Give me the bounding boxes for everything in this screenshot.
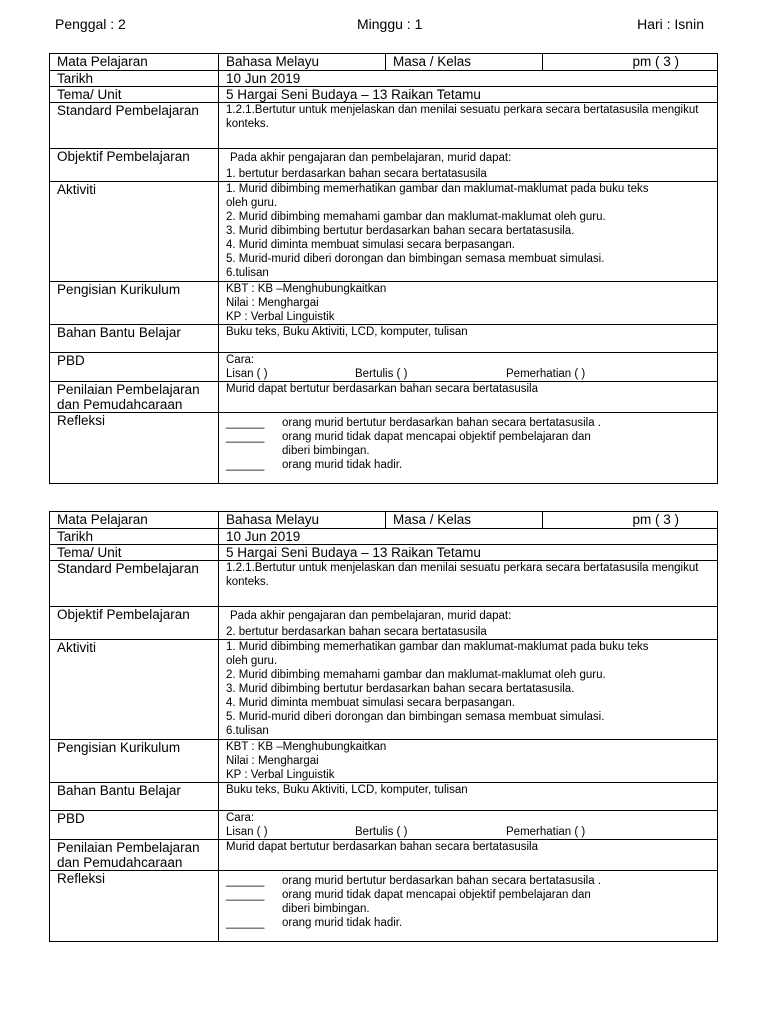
refleksi-text: orang murid tidak hadir. bbox=[282, 917, 403, 929]
row-pengisian bbox=[50, 281, 717, 324]
minggu-label: Minggu : 1 bbox=[357, 16, 423, 32]
refleksi-text: orang murid tidak dapat mencapai objektif pembelajaran dan bbox=[282, 889, 591, 901]
refleksi-line bbox=[226, 888, 713, 902]
objektif-intro: Pada akhir pengajaran dan pembelajaran, murid dapat: bbox=[230, 152, 512, 164]
penilaian-label bbox=[50, 382, 219, 412]
subject-value: Bahasa Melayu bbox=[219, 512, 386, 528]
row-tarikh bbox=[50, 528, 717, 544]
refleksi-line bbox=[226, 902, 713, 916]
tema-label: Tema/ Unit bbox=[50, 87, 219, 102]
aktiviti-line: oleh guru. bbox=[226, 197, 278, 209]
pengisian-label: Pengisian Kurikulum bbox=[50, 282, 219, 324]
refleksi-label: Refleksi bbox=[50, 871, 219, 941]
standard-value: 1.2.1.Bertutur untuk menjelaskan dan menilai sesuatu perkara secara bertatasusila mengikut konteks. bbox=[226, 562, 699, 588]
refleksi-line bbox=[226, 416, 713, 430]
penggal-label: Penggal : 2 bbox=[55, 16, 126, 32]
pbd-pemerhatian: Pemerhatian ( ) bbox=[506, 826, 586, 838]
penilaian-value: Murid dapat bertutur berdasarkan bahan secara bertatasusila bbox=[226, 383, 538, 395]
row-refleksi bbox=[50, 412, 717, 483]
refleksi-blank: ______ bbox=[226, 417, 265, 429]
pbd-label: PBD bbox=[50, 353, 219, 381]
row-aktiviti bbox=[50, 181, 717, 281]
aktiviti-line: 1. Murid dibimbing memerhatikan gambar dan maklumat-maklumat pada buku teks bbox=[226, 641, 649, 653]
pengisian-line: KP : Verbal Linguistik bbox=[226, 311, 335, 323]
aktiviti-line: 4. Murid diminta membuat simulasi secara berpasangan. bbox=[226, 239, 515, 251]
row-pengisian bbox=[50, 739, 717, 782]
refleksi-text: orang murid bertutur berdasarkan bahan secara bertatasusila . bbox=[282, 875, 601, 887]
pbd-lisan: Lisan ( ) bbox=[226, 826, 268, 838]
objektif-item: 1. bertutur berdasarkan bahan secara bertatasusila bbox=[226, 168, 487, 180]
pengisian-label: Pengisian Kurikulum bbox=[50, 740, 219, 782]
refleksi-line bbox=[226, 458, 713, 472]
refleksi-line bbox=[226, 874, 713, 888]
aktiviti-line: 2. Murid dibimbing memahami gambar dan maklumat-maklumat oleh guru. bbox=[226, 211, 606, 223]
row-tarikh bbox=[50, 70, 717, 86]
tarikh-value: 10 Jun 2019 bbox=[226, 529, 301, 544]
aktiviti-line: 2. Murid dibimbing memahami gambar dan maklumat-maklumat oleh guru. bbox=[226, 669, 606, 681]
penilaian-label-line-2: dan Pemudahcaraan bbox=[57, 855, 183, 870]
refleksi-blank: ______ bbox=[226, 889, 265, 901]
pbd-cara: Cara: bbox=[226, 812, 255, 824]
row-pbd bbox=[50, 810, 717, 839]
hari-label: Hari : Isnin bbox=[637, 16, 704, 32]
pengisian-line: KBT : KB –Menghubungkaitkan bbox=[226, 741, 387, 753]
refleksi-blank: ______ bbox=[226, 917, 265, 929]
standard-label: Standard Pembelajaran bbox=[50, 103, 219, 148]
aktiviti-line: 6.tulisan bbox=[226, 725, 269, 737]
row-penilaian bbox=[50, 839, 717, 870]
pengisian-list bbox=[219, 740, 717, 782]
pbd-value bbox=[219, 353, 717, 381]
refleksi-value bbox=[219, 871, 717, 941]
refleksi-line bbox=[226, 430, 713, 444]
refleksi-blank: ______ bbox=[226, 875, 265, 887]
penilaian-value: Murid dapat bertutur berdasarkan bahan secara bertatasusila bbox=[226, 841, 538, 853]
aktiviti-list bbox=[219, 640, 717, 739]
row-standard bbox=[50, 560, 717, 606]
pbd-bertulis: Bertulis ( ) bbox=[355, 826, 408, 838]
objektif-item: 2. bertutur berdasarkan bahan secara bertatasusila bbox=[226, 626, 487, 638]
aktiviti-line: 5. Murid-murid diberi dorongan dan bimbingan semasa membuat simulasi. bbox=[226, 253, 605, 265]
bahan-label: Bahan Bantu Belajar bbox=[50, 325, 219, 352]
refleksi-value bbox=[219, 413, 717, 483]
penilaian-label-line-2: dan Pemudahcaraan bbox=[57, 397, 183, 412]
aktiviti-line: 1. Murid dibimbing memerhatikan gambar dan maklumat-maklumat pada buku teks bbox=[226, 183, 649, 195]
refleksi-text: orang murid bertutur berdasarkan bahan secara bertatasusila . bbox=[282, 417, 601, 429]
row-mata-pelajaran bbox=[50, 54, 717, 70]
row-tema bbox=[50, 86, 717, 102]
pengisian-line: Nilai : Menghargai bbox=[226, 755, 319, 767]
row-standard bbox=[50, 102, 717, 148]
row-bahan bbox=[50, 782, 717, 810]
penilaian-label-line-1: Penilaian Pembelajaran bbox=[57, 382, 200, 397]
aktiviti-line: 5. Murid-murid diberi dorongan dan bimbingan semasa membuat simulasi. bbox=[226, 711, 605, 723]
objektif-value bbox=[219, 607, 717, 639]
penilaian-label-line-1: Penilaian Pembelajaran bbox=[57, 840, 200, 855]
aktiviti-line: 3. Murid dibimbing bertutur berdasarkan bahan secara bertatasusila. bbox=[226, 225, 575, 237]
objektif-label: Objektif Pembelajaran bbox=[50, 607, 219, 639]
pengisian-line: KP : Verbal Linguistik bbox=[226, 769, 335, 781]
row-tema bbox=[50, 544, 717, 560]
bahan-value: Buku teks, Buku Aktiviti, LCD, komputer, tulisan bbox=[226, 326, 468, 338]
refleksi-text: orang murid tidak hadir. bbox=[282, 459, 403, 471]
aktiviti-label: Aktiviti bbox=[50, 640, 219, 739]
page-header bbox=[0, 16, 768, 36]
tarikh-value: 10 Jun 2019 bbox=[226, 71, 301, 86]
penilaian-label bbox=[50, 840, 219, 870]
row-objektif bbox=[50, 148, 717, 181]
tema-label: Tema/ Unit bbox=[50, 545, 219, 560]
pengisian-line: Nilai : Menghargai bbox=[226, 297, 319, 309]
tarikh-label: Tarikh bbox=[50, 529, 219, 544]
row-objektif bbox=[50, 606, 717, 639]
masa-kelas-label: Masa / Kelas bbox=[386, 512, 543, 528]
mata-pelajaran-label: Mata Pelajaran bbox=[50, 54, 219, 70]
aktiviti-label: Aktiviti bbox=[50, 182, 219, 281]
tarikh-label: Tarikh bbox=[50, 71, 219, 86]
pbd-label: PBD bbox=[50, 811, 219, 839]
refleksi-text: diberi bimbingan. bbox=[282, 903, 370, 915]
mata-pelajaran-label: Mata Pelajaran bbox=[50, 512, 219, 528]
row-bahan bbox=[50, 324, 717, 352]
pbd-cara: Cara: bbox=[226, 354, 255, 366]
bahan-value: Buku teks, Buku Aktiviti, LCD, komputer, tulisan bbox=[226, 784, 468, 796]
kelas-value: pm ( 3 ) bbox=[632, 54, 679, 69]
pbd-pemerhatian: Pemerhatian ( ) bbox=[506, 368, 586, 380]
row-penilaian bbox=[50, 381, 717, 412]
bahan-label: Bahan Bantu Belajar bbox=[50, 783, 219, 810]
pengisian-list bbox=[219, 282, 717, 324]
pbd-bertulis: Bertulis ( ) bbox=[355, 368, 408, 380]
objektif-value bbox=[219, 149, 717, 181]
pbd-value bbox=[219, 811, 717, 839]
refleksi-text: diberi bimbingan. bbox=[282, 445, 370, 457]
subject-value: Bahasa Melayu bbox=[219, 54, 386, 70]
refleksi-text: orang murid tidak dapat mencapai objektif pembelajaran dan bbox=[282, 431, 591, 443]
objektif-intro: Pada akhir pengajaran dan pembelajaran, murid dapat: bbox=[230, 610, 512, 622]
aktiviti-list bbox=[219, 182, 717, 281]
tema-value: 5 Hargai Seni Budaya – 13 Raikan Tetamu bbox=[226, 87, 481, 102]
pbd-options bbox=[226, 825, 713, 839]
refleksi-blank: ______ bbox=[226, 431, 265, 443]
aktiviti-line: 4. Murid diminta membuat simulasi secara berpasangan. bbox=[226, 697, 515, 709]
pengisian-line: KBT : KB –Menghubungkaitkan bbox=[226, 283, 387, 295]
pbd-lisan: Lisan ( ) bbox=[226, 368, 268, 380]
pbd-options bbox=[226, 367, 713, 381]
refleksi-label: Refleksi bbox=[50, 413, 219, 483]
aktiviti-line: 3. Murid dibimbing bertutur berdasarkan bahan secara bertatasusila. bbox=[226, 683, 575, 695]
aktiviti-line: oleh guru. bbox=[226, 655, 278, 667]
standard-label: Standard Pembelajaran bbox=[50, 561, 219, 606]
aktiviti-line: 6.tulisan bbox=[226, 267, 269, 279]
row-mata-pelajaran bbox=[50, 512, 717, 528]
lesson-plan-table-2 bbox=[49, 511, 718, 942]
row-aktiviti bbox=[50, 639, 717, 739]
row-pbd bbox=[50, 352, 717, 381]
refleksi-blank: ______ bbox=[226, 459, 265, 471]
standard-value: 1.2.1.Bertutur untuk menjelaskan dan menilai sesuatu perkara secara bertatasusila mengikut konteks. bbox=[226, 104, 699, 130]
objektif-label: Objektif Pembelajaran bbox=[50, 149, 219, 181]
kelas-value: pm ( 3 ) bbox=[632, 512, 679, 527]
refleksi-line bbox=[226, 444, 713, 458]
tema-value: 5 Hargai Seni Budaya – 13 Raikan Tetamu bbox=[226, 545, 481, 560]
row-refleksi bbox=[50, 870, 717, 941]
refleksi-line bbox=[226, 916, 713, 930]
masa-kelas-label: Masa / Kelas bbox=[386, 54, 543, 70]
lesson-plan-table-1 bbox=[49, 53, 718, 484]
